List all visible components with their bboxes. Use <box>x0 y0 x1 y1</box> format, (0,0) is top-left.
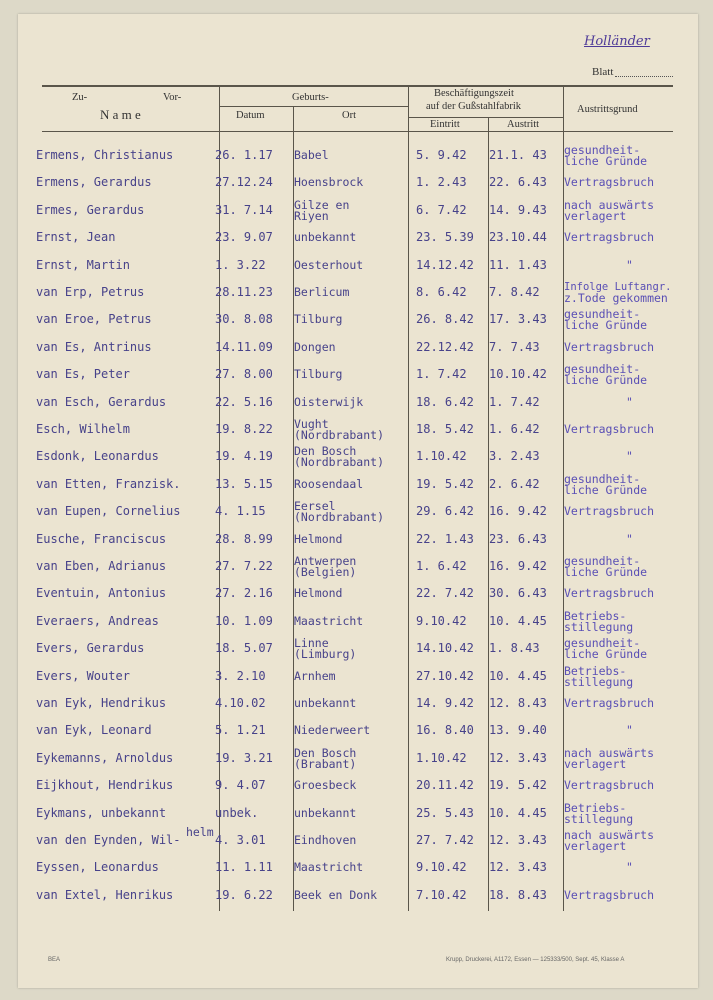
row-entry-date: 29. 6.42 <box>416 504 474 519</box>
table-top-rule <box>42 85 673 87</box>
row-name: van Erp, Petrus <box>36 285 145 299</box>
row-exit-reason: Vertragsbruch <box>564 778 655 793</box>
row-exit-reason: " <box>626 860 633 875</box>
row-exit-reason: " <box>626 449 633 464</box>
row-entry-date: 14.12.42 <box>416 257 474 272</box>
row-entry-date: 1. 6.42 <box>416 559 467 573</box>
row-entry-date: 1. 2.43 <box>416 175 467 190</box>
row-birth-place: (Brabant) <box>294 756 357 771</box>
footer-left: BEA <box>48 957 61 963</box>
row-exit-reason: nach auswärts <box>564 745 655 760</box>
row-birth-place: Beek en Donk <box>294 887 378 902</box>
row-entry-date: 22.12.42 <box>416 339 474 354</box>
row-entry-date: 16. 8.40 <box>416 723 474 738</box>
row-birth-place: Maastricht <box>294 860 364 875</box>
row-entry-date: 9.10.42 <box>416 860 467 875</box>
row-birth-place: Oisterwijk <box>294 394 364 409</box>
row-exit-date: 19. 5.42 <box>489 778 547 793</box>
row-entry-date: 14.10.42 <box>416 641 474 656</box>
row-birth-place: Vught <box>294 417 329 431</box>
row-birth-date: 10. 1.09 <box>215 613 273 628</box>
row-exit-reason: Vertragsbruch <box>564 175 655 190</box>
row-birth-place: Hoensbrock <box>294 175 364 190</box>
row-exit-reason: verlagert <box>564 208 627 223</box>
row-exit-reason: Betriebs- <box>564 800 627 815</box>
row-exit-date: 10. 4.45 <box>489 668 547 683</box>
header-eintritt: Eintritt <box>430 119 460 130</box>
row-birth-place: Eersel <box>294 499 336 514</box>
row-entry-date: 22. 7.42 <box>416 586 474 601</box>
row-entry-date: 5. 9.42 <box>416 148 467 162</box>
row-name: van Extel, Henrikus <box>36 887 174 902</box>
row-exit-reason: liche Gründe <box>564 647 648 662</box>
row-exit-reason: Vertragsbruch <box>564 339 655 354</box>
row-birth-date: 31. 7.14 <box>215 202 273 217</box>
row-exit-date: 16. 9.42 <box>489 559 547 573</box>
row-birth-date: 4.10.02 <box>215 696 266 710</box>
row-birth-place: Riyen <box>294 208 329 223</box>
row-name: Evers, Wouter <box>36 668 130 683</box>
row-birth-date: 4. 1.15 <box>215 504 266 519</box>
row-exit-date: 16. 9.42 <box>489 504 547 519</box>
header-zu: Zu- <box>72 92 88 103</box>
row-exit-date: 12. 8.43 <box>489 696 547 710</box>
row-name: van Esch, Gerardus <box>36 394 167 409</box>
row-birth-date: 9. 4.07 <box>215 778 266 793</box>
row-birth-place: Roosendaal <box>294 476 364 491</box>
header-austrittsgrund: Austrittsgrund <box>577 104 638 115</box>
row-exit-reason: liche Gründe <box>564 482 648 497</box>
row-exit-reason: gesundheit- <box>564 471 641 486</box>
row-entry-date: 20.11.42 <box>416 778 474 793</box>
row-name: van Es, Peter <box>36 367 130 382</box>
row-exit-date: 2. 6.42 <box>489 476 540 491</box>
col-divider-ort <box>408 86 409 911</box>
row-entry-date: 1.10.42 <box>416 750 467 765</box>
row-birth-date: 19. 6.22 <box>215 887 273 902</box>
row-birth-date: 27. 2.16 <box>215 586 273 601</box>
header-datum: Datum <box>236 110 265 121</box>
row-exit-date: 7. 8.42 <box>489 285 540 299</box>
row-name: van Eroe, Petrus <box>36 312 152 327</box>
row-exit-date: 23. 6.43 <box>489 531 547 546</box>
row-birth-place: (Limburg) <box>294 647 357 662</box>
row-birth-place: (Nordbrabant) <box>294 510 385 525</box>
row-exit-reason: stillegung <box>564 674 634 689</box>
row-birth-place: Niederweert <box>294 723 371 738</box>
row-exit-reason: nach auswärts <box>564 828 655 842</box>
row-exit-reason: gesundheit- <box>564 362 641 377</box>
row-birth-place: Helmond <box>294 531 343 546</box>
row-entry-date: 27. 7.42 <box>416 833 474 847</box>
row-exit-reason: Vertragsbruch <box>564 887 655 902</box>
row-entry-date: 19. 5.42 <box>416 476 474 491</box>
row-exit-date: 11. 1.43 <box>489 257 547 272</box>
row-birth-place: Maastricht <box>294 613 364 628</box>
row-name: Esdonk, Leonardus <box>36 449 159 464</box>
row-exit-date: 10. 4.45 <box>489 613 547 628</box>
row-entry-date: 27.10.42 <box>416 668 474 683</box>
row-entry-date: 7.10.42 <box>416 887 467 902</box>
row-birth-place: Helmond <box>294 586 343 601</box>
table-header-rule <box>42 131 673 132</box>
row-exit-reason: verlagert <box>564 756 627 771</box>
row-exit-reason: liche Gründe <box>564 318 648 333</box>
row-birth-date: 3. 2.10 <box>215 668 266 683</box>
row-birth-place: Groesbeck <box>294 778 357 793</box>
row-exit-date: 22. 6.43 <box>489 175 547 190</box>
row-birth-place: Oesterhout <box>294 257 364 272</box>
beschaeftigung-subrule <box>408 117 563 118</box>
row-exit-date: 30. 6.43 <box>489 586 547 601</box>
row-entry-date: 25. 5.43 <box>416 805 474 820</box>
row-entry-date: 23. 5.39 <box>416 230 474 245</box>
row-exit-date: 18. 8.43 <box>489 887 547 902</box>
row-exit-reason: Betriebs- <box>564 608 627 623</box>
row-birth-date: 5. 1.21 <box>215 723 266 738</box>
row-birth-place: Arnhem <box>294 668 336 683</box>
row-entry-date: 1. 7.42 <box>416 367 467 382</box>
row-birth-date: 11. 1.11 <box>215 860 273 875</box>
row-birth-place: (Belgien) <box>294 565 357 579</box>
row-entry-date: 1.10.42 <box>416 449 467 464</box>
row-exit-reason: z.Tode gekommen <box>564 291 668 305</box>
row-entry-date: 22. 1.43 <box>416 531 474 546</box>
row-exit-date: 17. 3.43 <box>489 312 547 327</box>
row-birth-date: 27. 8.00 <box>215 367 273 382</box>
row-exit-reason: gesundheit- <box>564 307 641 322</box>
header-geburts: Geburts- <box>292 92 329 103</box>
row-name: Eventuin, Antonius <box>36 586 167 601</box>
row-exit-date: 23.10.44 <box>489 230 547 245</box>
header-austritt: Austritt <box>507 119 540 130</box>
row-birth-date: 19. 3.21 <box>215 750 273 765</box>
row-birth-place: Tilburg <box>294 367 343 382</box>
row-birth-date: 19. 4.19 <box>215 449 273 464</box>
row-exit-date: 1. 7.42 <box>489 394 540 409</box>
row-birth-place: (Nordbrabant) <box>294 428 385 442</box>
row-name: Esch, Wilhelm <box>36 422 130 436</box>
row-birth-place: Dongen <box>294 339 336 354</box>
row-exit-reason: Vertragsbruch <box>564 696 655 710</box>
header-ort: Ort <box>342 110 356 121</box>
header-gussstahlfabrik: auf der Gußstahlfabrik <box>426 101 522 112</box>
row-birth-date: 30. 8.08 <box>215 312 273 327</box>
row-birth-date: 1. 3.22 <box>215 257 266 272</box>
row-exit-date: 12. 3.43 <box>489 833 547 847</box>
row-exit-date: 10.10.42 <box>489 367 547 382</box>
row-exit-reason: gesundheit- <box>564 636 641 651</box>
blatt-label: Blatt <box>592 66 614 78</box>
row-exit-reason: stillegung <box>564 811 634 826</box>
row-exit-reason: liche Gründe <box>564 154 648 168</box>
row-birth-date: 4. 3.01 <box>215 833 266 847</box>
row-birth-place: Eindhoven <box>294 833 357 847</box>
row-birth-place: Den Bosch <box>294 444 357 459</box>
row-exit-date: 1. 8.43 <box>489 641 540 656</box>
footer-imprint: Krupp, Druckerei, A1172, Essen — 125333/500, Sept. 45, Klasse A <box>446 957 625 963</box>
row-entry-date: 8. 6.42 <box>416 285 467 299</box>
row-name: Everaers, Andreas <box>36 613 159 628</box>
row-birth-place: (Nordbrabant) <box>294 455 385 470</box>
row-birth-place: Berlicum <box>294 285 350 299</box>
row-birth-place: unbekannt <box>294 805 357 820</box>
row-name: van Eyk, Leonard <box>36 723 152 738</box>
header-name: N a m e <box>100 107 141 122</box>
row-name: Ermes, Gerardus <box>36 202 145 217</box>
row-entry-date: 18. 5.42 <box>416 422 474 436</box>
header-beschaeftigung: Beschäftigungszeit <box>434 88 514 99</box>
row-name: van Etten, Franzisk. <box>36 476 181 491</box>
row-exit-reason: " <box>626 257 633 272</box>
row-exit-reason: gesundheit- <box>564 143 641 157</box>
row-entry-date: 18. 6.42 <box>416 394 474 409</box>
blatt-dotted-line <box>615 76 673 77</box>
row-entry-date: 14. 9.42 <box>416 696 474 710</box>
row-exit-date: 13. 9.40 <box>489 723 547 738</box>
row-name: van den Eynden, Wil- <box>36 833 181 847</box>
row-exit-date: 12. 3.43 <box>489 860 547 875</box>
row-birth-date: 23. 9.07 <box>215 230 273 245</box>
row-exit-reason: nach auswärts <box>564 197 655 212</box>
row-exit-reason: gesundheit- <box>564 554 641 568</box>
row-exit-date: 10. 4.45 <box>489 805 547 820</box>
row-name: van Es, Antrinus <box>36 339 152 354</box>
row-entry-date: 9.10.42 <box>416 613 467 628</box>
row-name: Eusche, Franciscus <box>36 531 167 546</box>
row-exit-reason: Vertragsbruch <box>564 586 655 601</box>
row-name: Ermens, Gerardus <box>36 175 152 190</box>
row-name-continued: helm <box>186 825 214 839</box>
row-birth-date: 19. 8.22 <box>215 422 273 436</box>
row-birth-date: 28. 8.99 <box>215 531 273 546</box>
row-name: Ermens, Christianus <box>36 148 174 162</box>
row-birth-place: Den Bosch <box>294 745 357 760</box>
row-exit-date: 21.1. 43 <box>489 148 547 162</box>
header-vor: Vor- <box>163 92 182 103</box>
row-exit-reason: stillegung <box>564 619 634 634</box>
row-exit-reason: verlagert <box>564 839 627 853</box>
row-name: Ernst, Martin <box>36 257 130 272</box>
row-exit-date: 14. 9.43 <box>489 202 547 217</box>
row-name: van Eben, Adrianus <box>36 559 167 573</box>
row-entry-date: 6. 7.42 <box>416 202 467 217</box>
row-birth-date: 27. 7.22 <box>215 559 273 573</box>
row-birth-date: 28.11.23 <box>215 285 273 299</box>
row-exit-reason: Vertragsbruch <box>564 422 655 436</box>
row-exit-date: 3. 2.43 <box>489 449 540 464</box>
row-exit-reason: Infolge Luftangr. <box>564 281 672 293</box>
row-birth-date: 22. 5.16 <box>215 394 273 409</box>
row-name: Ernst, Jean <box>36 230 116 245</box>
row-birth-place: unbekannt <box>294 696 357 710</box>
row-exit-reason: " <box>626 394 633 409</box>
row-birth-date: 18. 5.07 <box>215 641 273 656</box>
row-birth-place: Gilze en <box>294 197 350 212</box>
row-exit-reason: " <box>626 723 633 738</box>
handwritten-title: Holländer <box>584 34 650 49</box>
row-exit-reason: Betriebs- <box>564 663 627 678</box>
row-name: van Eyk, Hendrikus <box>36 696 167 710</box>
row-name: Evers, Gerardus <box>36 641 145 656</box>
row-exit-reason: Vertragsbruch <box>564 230 655 245</box>
row-exit-reason: liche Gründe <box>564 565 648 579</box>
row-name: van Eupen, Cornelius <box>36 504 181 519</box>
row-birth-place: Tilburg <box>294 312 343 327</box>
row-entry-date: 26. 8.42 <box>416 312 474 327</box>
row-exit-reason: " <box>626 531 633 546</box>
row-birth-date: 14.11.09 <box>215 339 273 354</box>
row-exit-date: 12. 3.43 <box>489 750 547 765</box>
row-name: Eijkhout, Hendrikus <box>36 778 174 793</box>
row-exit-date: 1. 6.42 <box>489 422 540 436</box>
row-name: Eykmans, unbekannt <box>36 805 167 820</box>
row-birth-date: unbek. <box>215 805 259 820</box>
row-name: Eykemanns, Arnoldus <box>36 750 174 765</box>
row-birth-date: 13. 5.15 <box>215 476 273 491</box>
row-birth-place: Antwerpen <box>294 554 357 568</box>
row-exit-date: 7. 7.43 <box>489 339 540 354</box>
row-birth-place: unbekannt <box>294 230 357 245</box>
row-name: Eyssen, Leonardus <box>36 860 159 875</box>
geburts-subrule <box>219 106 408 107</box>
row-birth-place: Linne <box>294 636 329 651</box>
row-exit-reason: liche Gründe <box>564 373 648 388</box>
row-birth-place: Babel <box>294 148 329 162</box>
row-birth-date: 26. 1.17 <box>215 148 273 162</box>
row-exit-reason: Vertragsbruch <box>564 504 655 519</box>
row-birth-date: 27.12.24 <box>215 175 273 190</box>
